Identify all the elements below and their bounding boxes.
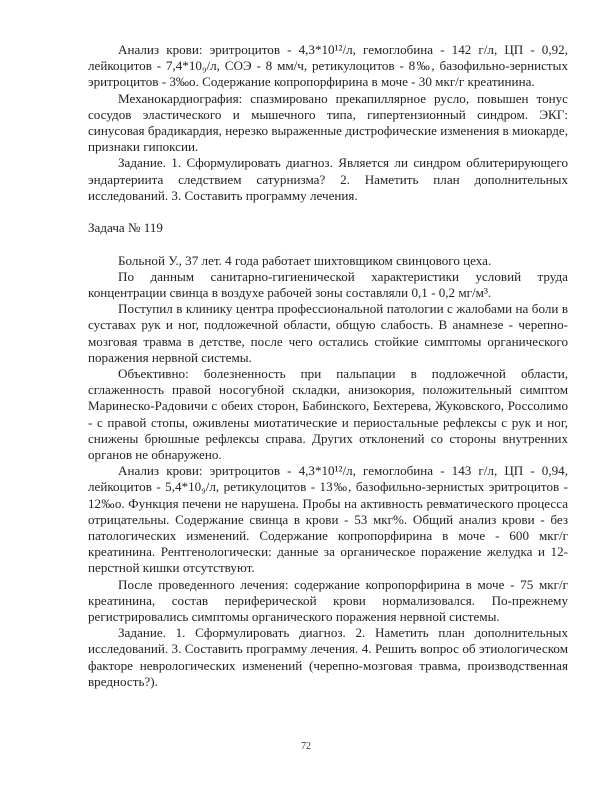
paragraph-complaints: Поступил в клинику центра профессиональной патологии с жалобами на боли в суставах рук и ног, подложечной области, общую слабость. В анамнезе - черепно-мозговая травма в детстве, после чего остались стойкие симптомы органического поражения нервной системы. xyxy=(88,301,568,365)
paragraph-objective: Объективно: болезненность при пальпации в подложечной области, сглаженность правой носогубной складки, анизокория, положительный симптом Маринеско-Радовичи с обеих сторон, Бабинского, Бехтерева, Жуковского, Россолимо - с правой стопы, оживлены миотатические и периостальные рефлексы с рук и ног, снижены брюшные рефлексы справа. Других отклонений со стороны внутренних органов не обнаружено. xyxy=(88,366,568,463)
paragraph-hygiene: По данным санитарно-гигиенической характеристики условий труда концентрации свинца в воздухе рабочей зоны составляли 0,1 - 0,2 мг/м³. xyxy=(88,268,568,301)
paragraph-mechanocardiography: Механокардиография: спазмировано прекапиллярное русло, повышен тонус сосудов эластического и мышечного типа, гипертензионный синдром. ЭКГ: синусовая брадикардия, нерезко выраженные дистрофические изменения в миокарде, признаки гипоксии. xyxy=(88,90,568,155)
paragraph-blood-analysis-2: Анализ крови: эритроцитов - 4,3*10¹²/л, гемоглобина - 143 г/л, ЦП - 0,94, лейкоцитов - 5,4*10₉/л, ретикулоцитов - 13‰, базофильно-зернистых эритроцитов - 12‰о. Функция печени не нарушена. Пробы на активность ревматического процесса отрицательны. Содержание свинца в крови - 53 мкг%. Общий анализ крови - без патологических изменений. Содержание копропорфирина в моче - 600 мкг/г креатинина. Рентгенологически: данные за органическое поражение желудка и 12-перстной кишки отсутствуют. xyxy=(88,463,568,576)
paragraph-task-1: Задание. 1. Сформулировать диагноз. Является ли синдром облитерирующего эндартериита следствием сатурнизма? 2. Наметить план дополнительных исследований. 3. Составить программу лечения. xyxy=(88,155,568,203)
task-heading: Задача № 119 xyxy=(88,220,163,236)
paragraph-task-2: Задание. 1. Сформулировать диагноз. 2. Наметить план дополнительных исследований. 3. Составить программу лечения. 4. Решить вопрос об этиологическом факторе неврологических изменений (черепно-мозговая травма, производственная вредность?). xyxy=(88,625,568,689)
paragraph-patient-intro: Больной У., 37 лет. 4 года работает шихтовщиком свинцового цеха. xyxy=(118,252,492,268)
blank-line xyxy=(88,236,568,252)
paragraph-after-treatment: После проведенного лечения: содержание копропорфирина в моче - 75 мкг/г креатинина, состав периферической крови нормализовался. По-прежнему регистрировались симптомы органического поражения нервной системы. xyxy=(88,576,568,625)
page-number: 72 xyxy=(301,741,311,752)
page-body xyxy=(88,42,568,690)
paragraph-blood-analysis-1: Анализ крови: эритроцитов - 4,3*10¹²/л, гемоглобина - 142 г/л, ЦП - 0,92, лейкоцитов - 7,4*10₉/л, СОЭ - 8 мм/ч, ретикулоцитов - 8‰, базофильно-зернистых эритроцитов - 3‰о. Содержание копропорфирина в моче - 30 мкг/г креатинина. xyxy=(88,42,568,90)
blank-line xyxy=(88,204,568,220)
